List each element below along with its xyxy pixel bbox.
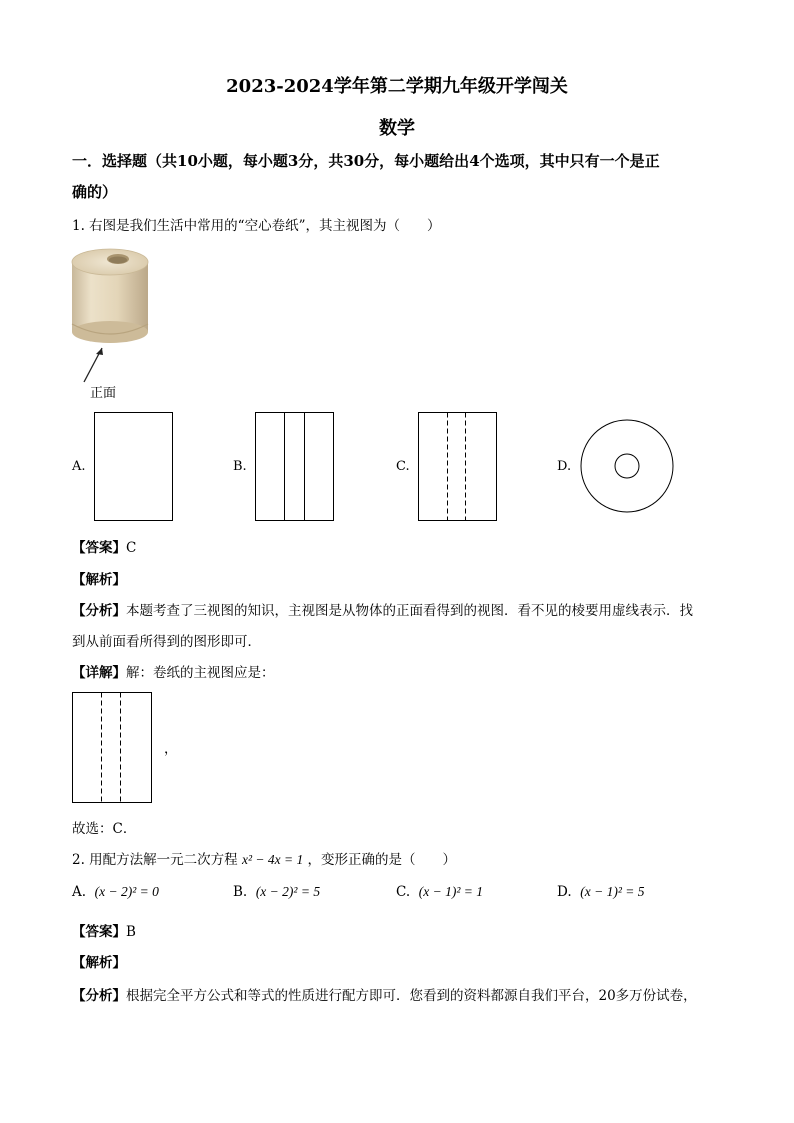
q1-answer [72, 536, 136, 556]
section-heading-line2: 确的） [72, 183, 118, 201]
q1-option-c-figure [418, 412, 498, 522]
q2-option-a-expr: (x − 2)² = 0 [94, 884, 159, 899]
q1-option-a-label: A. [72, 459, 86, 474]
q2-fenxi-tag: 【分析】 [72, 988, 126, 1004]
q2-fenxi-text: 根据完全平方公式和等式的性质进行配方即可．您看到的资料都源自我们平台，20多万份试卷， [126, 988, 697, 1004]
q2-option-b-label: B. [233, 884, 248, 900]
answer-value: C [126, 540, 137, 556]
q2-stem [72, 848, 456, 868]
q2-option-a [72, 884, 159, 900]
q1-option-d-figure [580, 412, 680, 522]
q2-option-d [557, 884, 645, 900]
page-title: 2023-2024学年第二学期九年级开学闯关 [226, 76, 568, 97]
q2-fenxi [72, 984, 697, 1004]
q1-option-a-figure [94, 412, 174, 522]
q2-option-b [233, 884, 320, 900]
fenxi-text: 本题考查了三视图的知识，主视图是从物体的正面看得到的视图．看不见的棱要用虚线表示．找 [126, 603, 693, 619]
detail-text: 解：卷纸的主视图应是： [126, 665, 275, 681]
q2-answer-tag: 【答案】 [72, 924, 126, 940]
q1-option-b-figure [255, 412, 335, 522]
q2-option-d-label: D. [557, 884, 572, 900]
front-view-caption: 正面 [90, 386, 117, 401]
q2-analysis-tag: 【解析】 [72, 955, 126, 971]
q2-option-c [396, 884, 483, 900]
q2-option-d-expr: (x − 1)² = 5 [580, 884, 645, 899]
q2-option-a-label: A. [72, 884, 87, 900]
q2-answer-value: B [126, 924, 136, 940]
q1-fenxi-line1 [72, 599, 693, 619]
paper-roll-image [68, 244, 158, 404]
q1-fenxi-line2: 到从前面看所得到的图形即可． [72, 634, 261, 650]
q2-option-b-expr: (x − 2)² = 5 [255, 884, 321, 899]
detail-comma: ， [164, 741, 178, 757]
q1-conclusion: 故选：C． [72, 821, 137, 837]
q2-option-c-expr: (x − 1)² = 1 [418, 884, 483, 899]
q1-option-c-label: C. [396, 459, 410, 474]
q1-detail-figure [72, 692, 154, 804]
q2-equation: x² − 4x = 1 [241, 852, 304, 867]
q2-answer [72, 920, 136, 940]
q1-option-d-label: D. [557, 459, 572, 474]
fenxi-tag: 【分析】 [72, 603, 126, 619]
section-heading-line1: 一．选择题（共10小题，每小题3分，共30分，每小题给出4个选项，其中只有一个是正 [72, 152, 660, 170]
detail-tag: 【详解】 [72, 665, 126, 681]
q2-option-c-label: C. [396, 884, 411, 900]
q2-stem-before: 2. 用配方法解一元二次方程 [72, 852, 238, 868]
subject-title: 数学 [379, 118, 415, 139]
answer-tag: 【答案】 [72, 540, 126, 556]
q1-option-b-label: B. [233, 459, 247, 474]
q1-analysis-tag: 【解析】 [72, 572, 126, 588]
q1-detail [72, 661, 275, 681]
q1-stem: 1. 右图是我们生活中常用的“空心卷纸”，其主视图为（ ） [72, 218, 441, 234]
q2-stem-after: ，变形正确的是（ ） [307, 852, 457, 868]
